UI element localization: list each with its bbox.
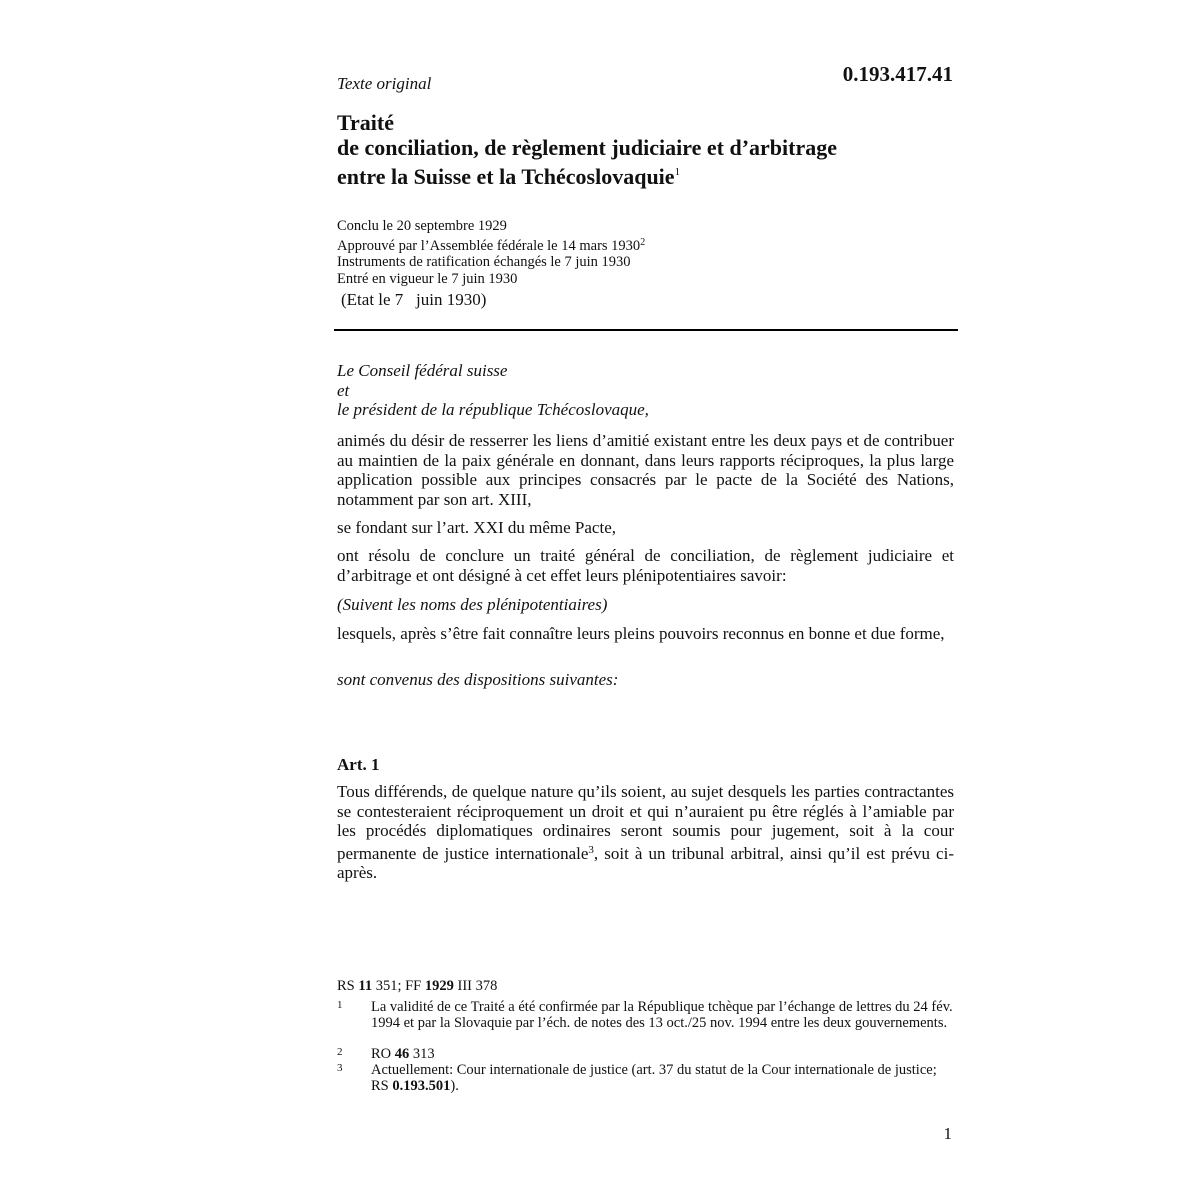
- fn2-prefix: RO: [371, 1046, 395, 1062]
- approved-footnote-ref[interactable]: 2: [640, 236, 646, 248]
- title-line-2: de conciliation, de règlement judiciaire et d’arbitrage: [337, 135, 837, 160]
- sr-number: 0.193.417.41: [842, 62, 953, 86]
- in-force-date: Entré en vigueur le 7 juin 1930: [337, 270, 518, 287]
- approved-date: [337, 235, 645, 255]
- party-conjunction: et: [337, 380, 350, 400]
- footnote-2: [337, 1047, 957, 1063]
- preamble-paragraph: lesquels, après s’être fait connaître leurs pleins pouvoirs reconnus en bonne et due forme,: [337, 624, 945, 643]
- footnote-text: La validité de ce Traité a été confirmée par la République tchèque par l’échange de lettres du 24 fév. 1994 et par la Slovaquie par l’éch. de notes des 13 oct./25 nov. 1994 entre les deux gouvernements.: [371, 999, 953, 1031]
- title-line-1: Traité: [337, 110, 395, 135]
- approved-date-text: Approuvé par l’Assemblée fédérale le 14 mars 1930: [337, 237, 641, 254]
- concluded-date: Conclu le 20 septembre 1929: [337, 218, 507, 234]
- footnote-text: [371, 1063, 957, 1094]
- preamble-paragraph: ont résolu de conclure un traité général de conciliation, de règlement judiciaire et d’arbitrage et ont désigné à cet effet leurs plénipotentiaires savoir:: [337, 546, 954, 585]
- article-1-title: Art. 1: [337, 755, 380, 774]
- source-end: III 378: [453, 978, 498, 994]
- preamble-closing: sont convenus des dispositions suivantes:: [337, 670, 619, 689]
- page-number: 1: [943, 1124, 952, 1143]
- source-volume: 11: [358, 978, 373, 994]
- article-1-text: Tous différends, de quelque nature qu’ils soient, au sujet desquels les parties contractantes se contesteraient réciproquement un droit et qui n’auraient pu être réglés à l’amiable par les procédés diplomatiques ordinaires seront soumis pour jugement, soit à la cour permanente de justice internationale: [337, 782, 954, 863]
- source-mid: 351; FF: [372, 978, 425, 994]
- source-year: 1929: [424, 978, 454, 994]
- footnote-number: 1: [337, 999, 343, 1011]
- fn2-volume: 46: [394, 1046, 410, 1062]
- fn2-end: 313: [409, 1046, 435, 1062]
- title-line-3: [337, 160, 837, 189]
- treaty-metadata: [337, 218, 645, 287]
- party-swiss: Le Conseil fédéral suisse: [337, 361, 508, 380]
- state-date: (Etat le 7 juin 1930): [341, 290, 487, 309]
- header-divider: [334, 329, 958, 331]
- footnote-text: [371, 1047, 957, 1063]
- footnote-number: 3: [337, 1062, 343, 1074]
- article-1-body: [337, 782, 954, 883]
- preamble-parties: [337, 361, 954, 420]
- original-text-label: Texte original: [337, 74, 432, 93]
- treaty-title: [337, 110, 837, 189]
- footnote-1: [337, 1000, 957, 1031]
- footnote-3: [337, 1063, 957, 1094]
- fn3-end: ).: [450, 1077, 459, 1094]
- source-reference: [337, 978, 497, 995]
- party-czechoslovak: le président de la république Tchécoslovaque,: [337, 400, 649, 420]
- preamble-paragraph: se fondant sur l’art. XXI du même Pacte,: [337, 518, 616, 537]
- fn3-text: Actuellement: Cour internationale de justice (art. 37 du statut de la Cour internationale de justice; RS: [371, 1062, 937, 1094]
- article-1-footnote-ref[interactable]: 3: [588, 843, 594, 856]
- ratification-date: Instruments de ratification échangés le 7 juin 1930: [337, 254, 631, 271]
- footnote-number: 2: [337, 1046, 343, 1058]
- fn3-ref[interactable]: 0.193.501: [392, 1077, 451, 1094]
- title-footnote-ref[interactable]: 1: [674, 166, 681, 178]
- preamble-paragraph: animés du désir de resserrer les liens d’amitié existant entre les deux pays et de contribuer au maintien de la paix générale en donnant, dans leurs rapports réciproques, la plus large application possible aux principes consacrés par le pacte de la Société des Nations, notamment par son art. XIII,: [337, 431, 954, 509]
- article-1-text-end: , soit à un tribunal arbitral, ainsi qu’il est prévu ci-après.: [337, 843, 954, 883]
- title-line-3-text: entre la Suisse et la Tchécoslovaquie: [337, 164, 675, 189]
- plenipotentiaries-note: (Suivent les noms des plénipotentiaires): [337, 595, 608, 614]
- source-prefix: RS: [337, 978, 359, 994]
